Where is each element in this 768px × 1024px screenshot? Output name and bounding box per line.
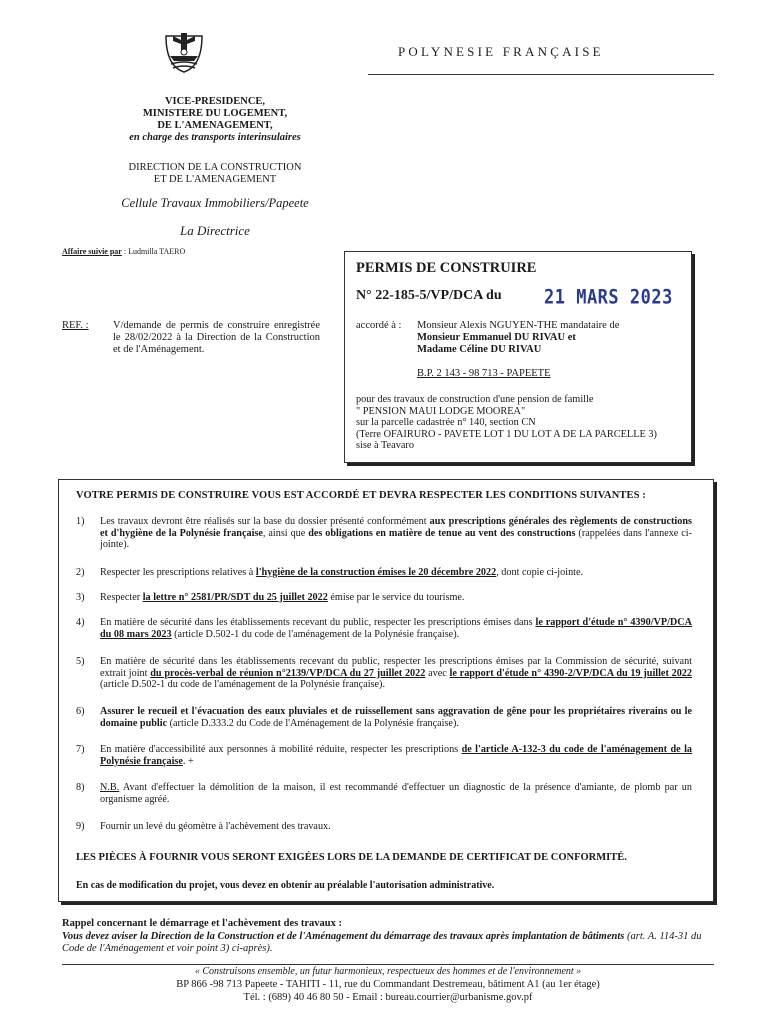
beneficiary-line: Madame Céline DU RIVAU (417, 344, 542, 355)
condition-item (76, 516, 692, 551)
rappel-title: Rappel concernant le démarrage et l'achèvement des travaux : (62, 918, 342, 929)
condition-reference: l'hygiène de la construction émises le 20 décembre 2022 (255, 567, 497, 578)
direction-line: DIRECTION DE LA CONSTRUCTION (128, 162, 302, 173)
directrice-label: La Directrice (180, 223, 250, 238)
footer-divider (62, 964, 714, 965)
header-divider (368, 74, 714, 75)
condition-text: émise par le service du tourisme. (327, 592, 465, 603)
condition-reference: du procès-verbal de réunion n°2139/VP/DCA du 27 juillet 2022 (150, 667, 426, 679)
condition-item (76, 617, 692, 640)
accorde-label: accordé à : (356, 320, 402, 331)
condition-text: (article D.502-1 du code de l'aménagement de la Polynésie française). (171, 628, 460, 640)
condition-text: Respecter les prescriptions relatives à (100, 567, 256, 578)
condition-item (76, 706, 692, 729)
beneficiary-line: Monsieur Emmanuel DU RIVAU et (417, 332, 576, 343)
condition-text: En matière de sécurité dans les établissements recevant du public, respecter les prescriptions émises par la Commission de sécurité, suivant extrait joint (100, 656, 692, 679)
country-heading: POLYNESIE FRANÇAISE (398, 44, 604, 59)
condition-item (76, 567, 692, 579)
condition-item (76, 782, 692, 805)
condition-reference: le rapport d'étude n° 4390-2/VP/DCA du 19 juillet 2022 (449, 667, 692, 679)
works-line: (Terre OFAIRURO - PAVETE LOT 1 DU LOT A DE LA PARCELLE 3) (356, 428, 657, 440)
cellule-label: Cellule Travaux Immobiliers/Papeete (121, 196, 309, 210)
footer-address: BP 866 -98 713 Papeete - TAHITI - 11, rue du Commandant Destremeau, bâtiment A1 (au 1er étage) (176, 979, 600, 990)
condition-text: (rappelées dans l'annexe ci-jointe). (100, 527, 692, 551)
ministry-line: VICE-PRESIDENCE, (164, 96, 266, 107)
condition-item (76, 744, 692, 767)
works-line: sur la parcelle cadastrée n° 140, section CN (356, 417, 536, 429)
footer-motto: « Construisons ensemble, un futur harmonieux, respectueux des hommes et de l'environnement » (194, 966, 582, 977)
works-line: pour des travaux de construction d'une pension de famille (356, 394, 594, 405)
direction-block (70, 162, 360, 186)
condition-text: Avant d'effectuer la démolition de la maison, il est recommandé d'effectuer un diagnostic de la présence d'amiante, de plomb par un organisme agréé. (100, 782, 692, 805)
condition-text: , ainsi que (262, 527, 309, 539)
permit-number: N° 22-185-5/VP/DCA du (356, 288, 502, 303)
polynesia-emblem-icon (163, 30, 205, 74)
condition-reference: de l'article A-132-3 du code de l'aménagement de la Polynésie française (100, 744, 693, 767)
condition-number: 6) (76, 706, 85, 717)
works-line: " PENSION MAUI LODGE MOOREA" (356, 405, 526, 417)
condition-number: 7) (76, 744, 85, 755)
condition-number: 8) (76, 782, 85, 793)
condition-emphasis: Assurer le recueil et l'évacuation des eaux pluviales et de ruissellement sans aggravation de gêne pour les propriétaires riverains ou le domaine public (100, 706, 692, 729)
condition-emphasis: aux prescriptions générales des règlements de constructions et d'hygiène de la Polynésie française (100, 516, 692, 539)
rappel-text (62, 931, 722, 955)
ministry-line: MINISTERE DU LOGEMENT, (142, 108, 288, 119)
permit-title: PERMIS DE CONSTRUIRE (356, 260, 537, 276)
affaire-value: : Ludmilla TAERO (121, 247, 186, 256)
ministry-line: DE L'AMENAGEMENT, (157, 120, 273, 131)
beneficiary-block (356, 320, 686, 356)
condition-number: 2) (76, 567, 85, 578)
works-description (356, 394, 696, 452)
condition-text: Les travaux devront être réalisés sur la base du dossier présenté conformément (100, 516, 430, 527)
rappel-emphasis: Vous devez aviser la Direction de la Construction et de l'Aménagement du démarrage des travaux après implantation de bâtiments (62, 931, 625, 942)
conditions-title: VOTRE PERMIS DE CONSTRUIRE VOUS EST ACCORDÉ ET DEVRA RESPECTER LES CONDITIONS SUIVANTES : (76, 490, 646, 501)
beneficiary-line: Monsieur Alexis NGUYEN-THE mandataire de (417, 320, 620, 331)
rappel-reference: (art. A. 114-31 du Code de l'Aménagement et voir point 3) ci-après). (62, 931, 702, 954)
ministry-subtitle: en charge des transports interinsulaires (129, 132, 301, 143)
footer-contact: Tél. : (689) 40 46 80 50 - Email : bureau.courrier@urbanisme.gov.pf (243, 992, 533, 1003)
condition-item (76, 656, 692, 691)
condition-text: En matière d'accessibilité aux personnes à mobilité réduite, respecter les prescriptions (100, 744, 462, 755)
condition-text: avec (425, 667, 450, 679)
condition-item (76, 592, 692, 604)
ref-text: V/demande de permis de construire enregistrée le 28/02/2022 à la Direction de la Construction et de l'Aménagement. (113, 320, 320, 355)
condition-text: (article D.333.2 du Code de l'Aménagement de la Polynésie française). (167, 717, 459, 729)
condition-text: Fournir un levé du géomètre à l'achèvement des travaux. (100, 821, 331, 832)
ministry-block (70, 96, 360, 144)
condition-number: 4) (76, 617, 85, 628)
pieces-notice: LES PIÈCES À FOURNIR VOUS SERONT EXIGÉES LORS DE LA DEMANDE DE CERTIFICAT DE CONFORMITÉ. (76, 852, 627, 863)
condition-number: 9) (76, 821, 85, 832)
affaire-label: Affaire suivie par (62, 247, 122, 256)
condition-text: , dont copie ci-jointe. (496, 567, 584, 578)
ref-label: REF. : (62, 320, 89, 331)
condition-text: . + (182, 755, 194, 767)
affaire-suivie (62, 247, 185, 256)
condition-number: 1) (76, 516, 85, 527)
direction-line: ET DE L'AMENAGEMENT (153, 174, 277, 185)
works-line: sise à Teavaro (356, 440, 414, 452)
modification-notice: En cas de modification du projet, vous devez en obtenir au préalable l'autorisation administrative. (76, 880, 495, 891)
postal-address: B.P. 2 143 - 98 713 - PAPEETE (417, 368, 551, 379)
condition-number: 3) (76, 592, 85, 603)
condition-text: En matière de sécurité dans les établissements recevant du public, respecter les prescriptions émises dans (100, 617, 536, 628)
condition-emphasis: des obligations en matière de tenue au vent des constructions (308, 527, 576, 539)
condition-note-label: N.B. (100, 782, 120, 793)
condition-number: 5) (76, 656, 85, 667)
condition-reference: la lettre n° 2581/PR/SDT du 25 juillet 2022 (142, 592, 328, 603)
condition-reference: le rapport d'étude n° 4390/VP/DCA du 08 mars 2023 (100, 617, 693, 640)
condition-text: Respecter (100, 592, 143, 603)
date-stamp: 21 MARS 2023 (544, 286, 673, 309)
condition-item (76, 821, 692, 833)
condition-text: (article D.502-1 du code de l'aménagement de la Polynésie française). (100, 679, 385, 691)
